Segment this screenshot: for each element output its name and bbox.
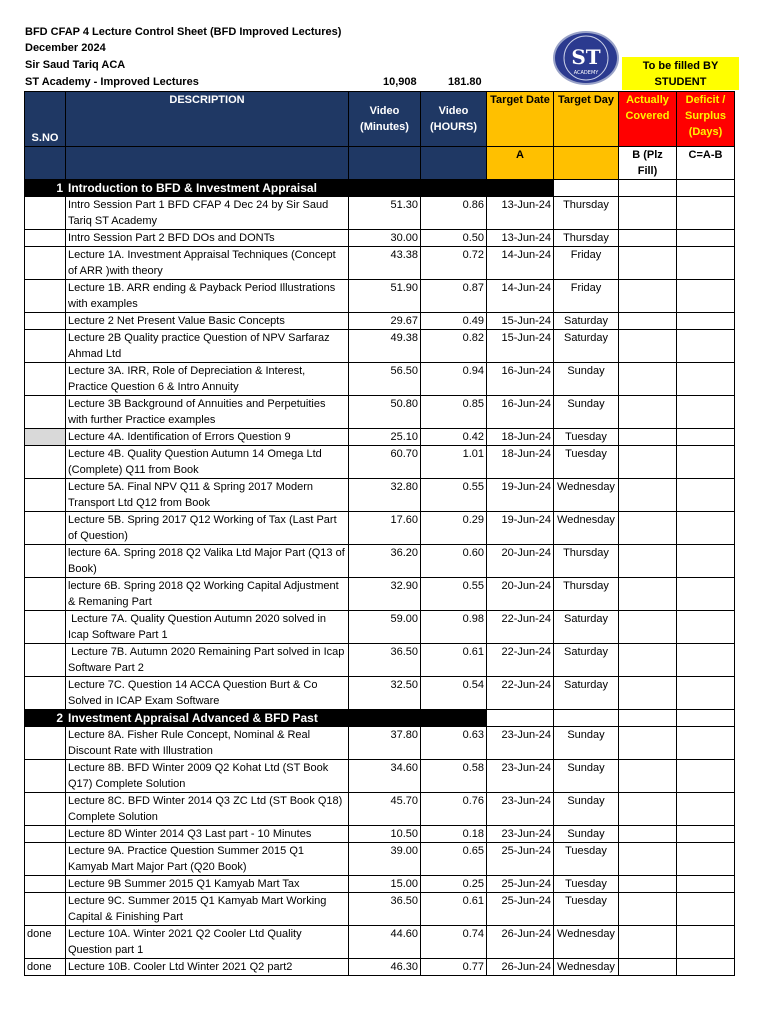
- row-video-minutes: 51.30: [349, 197, 421, 230]
- col-video-hours-header: Video (HOURS): [421, 92, 487, 147]
- row-video-minutes: 45.70: [349, 793, 421, 826]
- section-blank-cell: [677, 180, 735, 197]
- row-description: Intro Session Part 2 BFD DOs and DONTs: [66, 230, 349, 247]
- row-deficit-input[interactable]: [677, 197, 735, 230]
- col-target-day-header: Target Day: [554, 92, 619, 147]
- row-description: Lecture 8A. Fisher Rule Concept, Nominal & Real Discount Rate with Illustration: [66, 727, 349, 760]
- row-video-minutes: 32.80: [349, 479, 421, 512]
- row-target-date: 16-Jun-24: [487, 363, 554, 396]
- row-actually-covered-input[interactable]: [619, 611, 677, 644]
- row-target-day: Saturday: [554, 677, 619, 710]
- row-video-minutes: 36.20: [349, 545, 421, 578]
- table-row: [25, 644, 735, 677]
- row-target-day: Wednesday: [554, 512, 619, 545]
- table-row: [25, 578, 735, 611]
- row-actually-covered-input[interactable]: [619, 727, 677, 760]
- table-row: [25, 727, 735, 760]
- row-deficit-input[interactable]: [677, 793, 735, 826]
- row-actually-covered-input[interactable]: [619, 876, 677, 893]
- row-video-hours: 0.25: [421, 876, 487, 893]
- row-sno: [25, 644, 66, 677]
- row-video-hours: 0.61: [421, 893, 487, 926]
- row-description: lecture 6B. Spring 2018 Q2 Working Capital Adjustment & Remaning Part: [66, 578, 349, 611]
- row-video-minutes: 32.50: [349, 677, 421, 710]
- row-target-day: Friday: [554, 280, 619, 313]
- col-deficit-header: Deficit / Surplus (Days): [677, 92, 735, 147]
- row-video-minutes: 60.70: [349, 446, 421, 479]
- row-video-minutes: 51.90: [349, 280, 421, 313]
- instructor-name: Sir Saud Tariq ACA: [25, 59, 126, 71]
- row-sno: [25, 280, 66, 313]
- row-actually-covered-input[interactable]: [619, 429, 677, 446]
- table-row: [25, 826, 735, 843]
- row-sno: [25, 363, 66, 396]
- row-deficit-input[interactable]: [677, 843, 735, 876]
- row-video-minutes: 59.00: [349, 611, 421, 644]
- row-target-date: 26-Jun-24: [487, 926, 554, 959]
- table-row: [25, 512, 735, 545]
- row-sno: done: [25, 926, 66, 959]
- row-target-day: Tuesday: [554, 876, 619, 893]
- table-row: [25, 330, 735, 363]
- total-minutes: 10,908: [383, 76, 417, 88]
- row-video-minutes: 50.80: [349, 396, 421, 429]
- sub-header-blank: [421, 147, 487, 180]
- row-target-date: 14-Jun-24: [487, 247, 554, 280]
- section-title: Investment Appraisal Advanced & BFD Past: [66, 710, 349, 727]
- row-deficit-input[interactable]: [677, 611, 735, 644]
- row-deficit-input[interactable]: [677, 313, 735, 330]
- st-academy-logo: [553, 31, 619, 85]
- row-target-day: Saturday: [554, 330, 619, 363]
- row-video-hours: 0.50: [421, 230, 487, 247]
- table-row: [25, 793, 735, 826]
- row-target-day: Thursday: [554, 545, 619, 578]
- row-target-day: Saturday: [554, 611, 619, 644]
- sheet-month: December 2024: [25, 42, 106, 54]
- row-video-hours: 0.87: [421, 280, 487, 313]
- table-row: [25, 479, 735, 512]
- row-target-date: 22-Jun-24: [487, 677, 554, 710]
- row-actually-covered-input[interactable]: [619, 793, 677, 826]
- table-row: [25, 760, 735, 793]
- row-sno: [25, 545, 66, 578]
- table-row: [25, 396, 735, 429]
- row-sno: done: [25, 959, 66, 976]
- table-row: [25, 446, 735, 479]
- col-sno-header: S.NO: [25, 92, 66, 147]
- row-description: Lecture 9B Summer 2015 Q1 Kamyab Mart Tax: [66, 876, 349, 893]
- row-deficit-input[interactable]: [677, 826, 735, 843]
- row-sno: [25, 760, 66, 793]
- row-sno: [25, 230, 66, 247]
- row-actually-covered-input[interactable]: [619, 926, 677, 959]
- section-blank-cell: [421, 180, 487, 197]
- section-row: [25, 180, 735, 197]
- row-video-hours: 0.55: [421, 578, 487, 611]
- academy-name: ST Academy - Improved Lectures: [25, 76, 199, 88]
- row-description: Lecture 3A. IRR, Role of Depreciation & Interest, Practice Question 6 & Intro Annuity: [66, 363, 349, 396]
- section-blank-cell: [349, 710, 421, 727]
- row-actually-covered-input[interactable]: [619, 578, 677, 611]
- row-target-day: Thursday: [554, 578, 619, 611]
- table-row: [25, 363, 735, 396]
- row-deficit-input[interactable]: [677, 512, 735, 545]
- row-sno: [25, 843, 66, 876]
- row-video-minutes: 46.30: [349, 959, 421, 976]
- to-be-filled-note: To be filled BY STUDENT: [622, 57, 739, 90]
- row-sno: [25, 446, 66, 479]
- row-target-day: Sunday: [554, 727, 619, 760]
- row-target-date: 15-Jun-24: [487, 330, 554, 363]
- row-description: Lecture 1B. ARR ending & Payback Period Illustrations with examples: [66, 280, 349, 313]
- section-number: 2: [25, 710, 66, 727]
- row-description: Lecture 7C. Question 14 ACCA Question Burt & Co Solved in ICAP Exam Software: [66, 677, 349, 710]
- row-deficit-input[interactable]: [677, 876, 735, 893]
- row-video-hours: 0.74: [421, 926, 487, 959]
- row-sno: [25, 876, 66, 893]
- row-description: Lecture 2 Net Present Value Basic Concepts: [66, 313, 349, 330]
- row-target-day: Tuesday: [554, 843, 619, 876]
- row-video-hours: 1.01: [421, 446, 487, 479]
- row-target-day: Sunday: [554, 396, 619, 429]
- sub-header-blank: [25, 147, 66, 180]
- row-video-hours: 0.72: [421, 247, 487, 280]
- row-description: Intro Session Part 1 BFD CFAP 4 Dec 24 by Sir Saud Tariq ST Academy: [66, 197, 349, 230]
- row-deficit-input[interactable]: [677, 893, 735, 926]
- section-number: 1: [25, 180, 66, 197]
- row-description: Lecture 9C. Summer 2015 Q1 Kamyab Mart Working Capital & Finishing Part: [66, 893, 349, 926]
- row-sno: [25, 512, 66, 545]
- row-sno: [25, 826, 66, 843]
- row-deficit-input[interactable]: [677, 926, 735, 959]
- row-target-day: Sunday: [554, 826, 619, 843]
- row-deficit-input[interactable]: [677, 644, 735, 677]
- row-video-minutes: 56.50: [349, 363, 421, 396]
- row-deficit-input[interactable]: [677, 247, 735, 280]
- sub-header-a: A: [487, 147, 554, 180]
- row-deficit-input[interactable]: [677, 760, 735, 793]
- row-video-minutes: 30.00: [349, 230, 421, 247]
- table-row: [25, 230, 735, 247]
- row-video-minutes: 39.00: [349, 843, 421, 876]
- row-video-minutes: 36.50: [349, 893, 421, 926]
- section-blank-cell: [554, 710, 619, 727]
- row-actually-covered-input[interactable]: [619, 247, 677, 280]
- row-video-hours: 0.42: [421, 429, 487, 446]
- row-description: Lecture 8B. BFD Winter 2009 Q2 Kohat Ltd (ST Book Q17) Complete Solution: [66, 760, 349, 793]
- section-blank-cell: [677, 710, 735, 727]
- row-target-day: Sunday: [554, 363, 619, 396]
- col-target-date-header: Target Date: [487, 92, 554, 147]
- row-actually-covered-input[interactable]: [619, 760, 677, 793]
- row-video-hours: 0.94: [421, 363, 487, 396]
- row-deficit-input[interactable]: [677, 479, 735, 512]
- row-description: Lecture 7A. Quality Question Autumn 2020 solved in Icap Software Part 1: [66, 611, 349, 644]
- row-target-day: Saturday: [554, 313, 619, 330]
- row-target-date: 23-Jun-24: [487, 793, 554, 826]
- row-target-date: 23-Jun-24: [487, 727, 554, 760]
- row-target-date: 19-Jun-24: [487, 512, 554, 545]
- row-target-day: Saturday: [554, 644, 619, 677]
- row-video-hours: 0.85: [421, 396, 487, 429]
- table-row: [25, 429, 735, 446]
- row-target-date: 19-Jun-24: [487, 479, 554, 512]
- table-row: [25, 926, 735, 959]
- row-video-hours: 0.86: [421, 197, 487, 230]
- table-row: [25, 893, 735, 926]
- row-description: Lecture 2B Quality practice Question of NPV Sarfaraz Ahmad Ltd: [66, 330, 349, 363]
- row-video-hours: 0.82: [421, 330, 487, 363]
- row-video-hours: 0.77: [421, 959, 487, 976]
- row-sno: [25, 677, 66, 710]
- row-actually-covered-input[interactable]: [619, 893, 677, 926]
- row-video-hours: 0.65: [421, 843, 487, 876]
- section-blank-cell: [619, 180, 677, 197]
- row-video-hours: 0.60: [421, 545, 487, 578]
- row-target-day: Wednesday: [554, 926, 619, 959]
- row-sno: [25, 578, 66, 611]
- table-row: [25, 611, 735, 644]
- row-video-minutes: 29.67: [349, 313, 421, 330]
- row-description: Lecture 9A. Practice Question Summer 2015 Q1 Kamyab Mart Major Part (Q20 Book): [66, 843, 349, 876]
- lecture-control-table: [24, 91, 735, 976]
- row-deficit-input[interactable]: [677, 578, 735, 611]
- row-target-date: 20-Jun-24: [487, 545, 554, 578]
- row-deficit-input[interactable]: [677, 230, 735, 247]
- row-video-hours: 0.98: [421, 611, 487, 644]
- section-blank-cell: [487, 180, 554, 197]
- row-sno: [25, 313, 66, 330]
- section-blank-cell: [487, 710, 554, 727]
- row-video-minutes: 44.60: [349, 926, 421, 959]
- row-target-day: Tuesday: [554, 446, 619, 479]
- row-target-date: 25-Jun-24: [487, 876, 554, 893]
- row-video-hours: 0.18: [421, 826, 487, 843]
- sub-header-blank: [554, 147, 619, 180]
- row-deficit-input[interactable]: [677, 429, 735, 446]
- row-deficit-input[interactable]: [677, 363, 735, 396]
- row-actually-covered-input[interactable]: [619, 396, 677, 429]
- col-description-header: DESCRIPTION: [66, 92, 349, 147]
- row-description: Lecture 8C. BFD Winter 2014 Q3 ZC Ltd (ST Book Q18) Complete Solution: [66, 793, 349, 826]
- row-video-hours: 0.63: [421, 727, 487, 760]
- row-sno: [25, 247, 66, 280]
- sub-header-b: B (Plz Fill): [619, 147, 677, 180]
- table-row: [25, 313, 735, 330]
- row-video-hours: 0.55: [421, 479, 487, 512]
- row-video-hours: 0.61: [421, 644, 487, 677]
- row-sno: [25, 396, 66, 429]
- row-actually-covered-input[interactable]: [619, 843, 677, 876]
- row-description: Lecture 10A. Winter 2021 Q2 Cooler Ltd Quality Question part 1: [66, 926, 349, 959]
- row-target-date: 25-Jun-24: [487, 893, 554, 926]
- row-actually-covered-input[interactable]: [619, 512, 677, 545]
- row-deficit-input[interactable]: [677, 330, 735, 363]
- row-actually-covered-input[interactable]: [619, 363, 677, 396]
- row-target-day: Thursday: [554, 230, 619, 247]
- row-actually-covered-input[interactable]: [619, 677, 677, 710]
- table-row: [25, 197, 735, 230]
- row-video-minutes: 49.38: [349, 330, 421, 363]
- section-blank-cell: [554, 180, 619, 197]
- row-target-date: 22-Jun-24: [487, 644, 554, 677]
- row-target-date: 20-Jun-24: [487, 578, 554, 611]
- row-actually-covered-input[interactable]: [619, 313, 677, 330]
- table-row: [25, 843, 735, 876]
- section-title: Introduction to BFD & Investment Appraisal: [66, 180, 349, 197]
- row-description: Lecture 5A. Final NPV Q11 & Spring 2017 Modern Transport Ltd Q12 from Book: [66, 479, 349, 512]
- row-target-date: 13-Jun-24: [487, 197, 554, 230]
- row-video-hours: 0.49: [421, 313, 487, 330]
- row-deficit-input[interactable]: [677, 280, 735, 313]
- sub-header-c: C=A-B: [677, 147, 735, 180]
- row-description: Lecture 1A. Investment Appraisal Techniques (Concept of ARR )with theory: [66, 247, 349, 280]
- row-description: Lecture 8D Winter 2014 Q3 Last part - 10 Minutes: [66, 826, 349, 843]
- logo-text: ST: [571, 45, 601, 69]
- row-actually-covered-input[interactable]: [619, 197, 677, 230]
- row-video-minutes: 25.10: [349, 429, 421, 446]
- row-video-minutes: 43.38: [349, 247, 421, 280]
- row-actually-covered-input[interactable]: [619, 280, 677, 313]
- row-deficit-input[interactable]: [677, 396, 735, 429]
- row-target-date: 26-Jun-24: [487, 959, 554, 976]
- row-description: Lecture 3B Background of Annuities and Perpetuities with further Practice examples: [66, 396, 349, 429]
- row-video-hours: 0.58: [421, 760, 487, 793]
- row-target-date: 23-Jun-24: [487, 826, 554, 843]
- row-video-minutes: 37.80: [349, 727, 421, 760]
- row-video-minutes: 36.50: [349, 644, 421, 677]
- row-actually-covered-input[interactable]: [619, 545, 677, 578]
- row-deficit-input[interactable]: [677, 545, 735, 578]
- sub-header-blank: [66, 147, 349, 180]
- row-actually-covered-input[interactable]: [619, 479, 677, 512]
- table-row: [25, 280, 735, 313]
- row-target-day: Wednesday: [554, 959, 619, 976]
- row-target-date: 14-Jun-24: [487, 280, 554, 313]
- section-row: [25, 710, 735, 727]
- row-target-date: 22-Jun-24: [487, 611, 554, 644]
- row-actually-covered-input[interactable]: [619, 330, 677, 363]
- row-sno: [25, 330, 66, 363]
- table-row: [25, 545, 735, 578]
- section-blank-cell: [619, 710, 677, 727]
- row-video-minutes: 32.90: [349, 578, 421, 611]
- row-sno: [25, 611, 66, 644]
- row-actually-covered-input[interactable]: [619, 826, 677, 843]
- row-video-hours: 0.76: [421, 793, 487, 826]
- row-description: Lecture 7B. Autumn 2020 Remaining Part solved in Icap Software Part 2: [66, 644, 349, 677]
- row-sno: [25, 727, 66, 760]
- row-video-minutes: 10.50: [349, 826, 421, 843]
- row-description: Lecture 10B. Cooler Ltd Winter 2021 Q2 part2: [66, 959, 349, 976]
- row-sno: [25, 893, 66, 926]
- row-target-date: 18-Jun-24: [487, 446, 554, 479]
- row-target-date: 25-Jun-24: [487, 843, 554, 876]
- row-description: lecture 6A. Spring 2018 Q2 Valika Ltd Major Part (Q13 of Book): [66, 545, 349, 578]
- row-target-day: Sunday: [554, 760, 619, 793]
- row-target-day: Friday: [554, 247, 619, 280]
- row-target-day: Sunday: [554, 793, 619, 826]
- row-video-minutes: 34.60: [349, 760, 421, 793]
- sub-header-blank: [349, 147, 421, 180]
- row-target-day: Thursday: [554, 197, 619, 230]
- row-video-minutes: 15.00: [349, 876, 421, 893]
- row-sno: [25, 479, 66, 512]
- row-sno: [25, 429, 66, 446]
- row-sno: [25, 793, 66, 826]
- row-target-day: Wednesday: [554, 479, 619, 512]
- row-target-date: 18-Jun-24: [487, 429, 554, 446]
- row-target-date: 15-Jun-24: [487, 313, 554, 330]
- row-target-day: Tuesday: [554, 893, 619, 926]
- row-deficit-input[interactable]: [677, 727, 735, 760]
- row-target-date: 13-Jun-24: [487, 230, 554, 247]
- row-target-date: 23-Jun-24: [487, 760, 554, 793]
- logo-subtext: ACADEMY: [573, 70, 599, 76]
- row-description: Lecture 4B. Quality Question Autumn 14 Omega Ltd (Complete) Q11 from Book: [66, 446, 349, 479]
- row-description: Lecture 5B. Spring 2017 Q12 Working of Tax (Last Part of Question): [66, 512, 349, 545]
- row-deficit-input[interactable]: [677, 959, 735, 976]
- table-row: [25, 876, 735, 893]
- section-blank-cell: [421, 710, 487, 727]
- row-deficit-input[interactable]: [677, 677, 735, 710]
- table-row: [25, 247, 735, 280]
- section-blank-cell: [349, 180, 421, 197]
- row-video-minutes: 17.60: [349, 512, 421, 545]
- row-deficit-input[interactable]: [677, 446, 735, 479]
- row-sno: [25, 197, 66, 230]
- table-row: [25, 959, 735, 976]
- col-actually-covered-header: Actually Covered: [619, 92, 677, 147]
- col-video-minutes-header: Video (Minutes): [349, 92, 421, 147]
- total-hours: 181.80: [448, 76, 482, 88]
- row-target-day: Tuesday: [554, 429, 619, 446]
- sheet-title: BFD CFAP 4 Lecture Control Sheet (BFD Improved Lectures): [25, 26, 342, 38]
- row-video-hours: 0.54: [421, 677, 487, 710]
- row-target-date: 16-Jun-24: [487, 396, 554, 429]
- row-actually-covered-input[interactable]: [619, 230, 677, 247]
- row-video-hours: 0.29: [421, 512, 487, 545]
- row-description: Lecture 4A. Identification of Errors Question 9: [66, 429, 349, 446]
- row-actually-covered-input[interactable]: [619, 959, 677, 976]
- row-actually-covered-input[interactable]: [619, 644, 677, 677]
- table-row: [25, 677, 735, 710]
- row-actually-covered-input[interactable]: [619, 446, 677, 479]
